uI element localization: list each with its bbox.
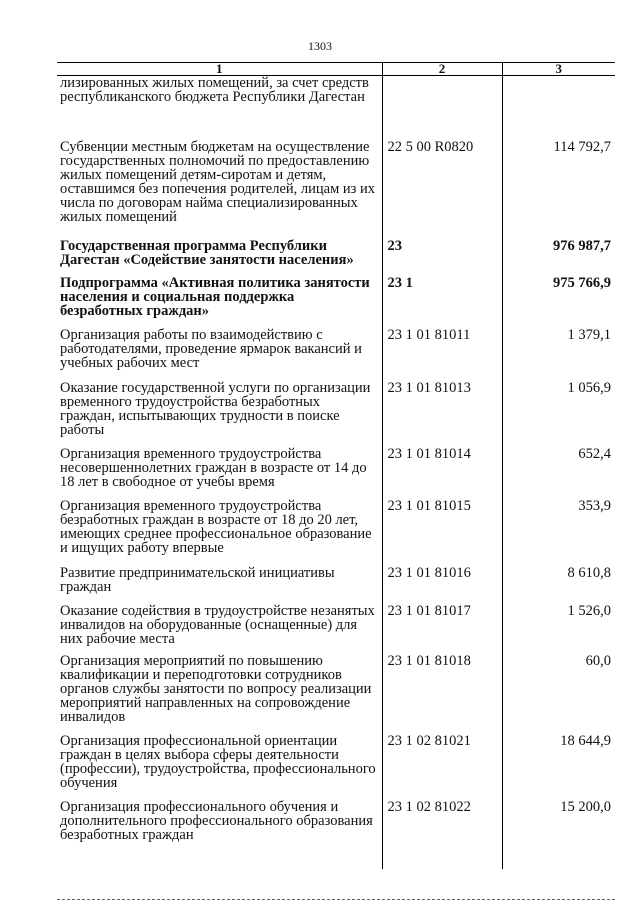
item-name-cell: Оказание содействия в трудоустройстве незанятых инвалидов на оборудованные (оснащенные) для них рабочие места: [60, 602, 375, 647]
classification-code-cell: 23 1 01 81016: [382, 566, 502, 604]
classification-code-cell: 23 1 02 81022: [382, 800, 502, 869]
amount-cell: 976 987,7: [502, 239, 615, 276]
classification-code-cell: 23 1 01 81014: [382, 447, 502, 499]
classification-code-cell: [382, 76, 502, 140]
table-row: [57, 447, 615, 499]
table-header: [57, 63, 615, 76]
amount-cell: 18 644,9: [502, 734, 615, 800]
item-name-cell: Организация профессиональной ориентации граждан в целях выбора сферы деятельности (профессии), трудоустройства, профессионального обучения: [60, 732, 376, 791]
column-header-1: 1: [57, 63, 382, 76]
table-row: [57, 499, 615, 566]
amount-cell: 975 766,9: [502, 276, 615, 328]
column-header-3: 3: [502, 63, 615, 76]
column-header-2: 2: [382, 63, 502, 76]
table-row: [57, 734, 615, 800]
table-row: [57, 381, 615, 447]
page-number: 1303: [308, 39, 332, 53]
classification-code-cell: 23 1 01 81015: [382, 499, 502, 566]
amount-cell: 353,9: [502, 499, 615, 566]
classification-code-cell: 23 1 02 81021: [382, 734, 502, 800]
classification-code-cell: 23 1 01 81013: [382, 381, 502, 447]
item-name-cell: лизированных жилых помещений, за счет средств республиканского бюджета Республики Дагестан: [60, 75, 369, 105]
table-row: [57, 800, 615, 869]
item-name-cell: Государственная программа Республики Дагестан «Содействие занятости населения»: [60, 237, 354, 268]
header-row: [57, 63, 615, 76]
amount-cell: 1 526,0: [502, 604, 615, 654]
table-row: [57, 276, 615, 328]
table-row: [57, 76, 615, 140]
classification-code-cell: 22 5 00 R0820: [382, 140, 502, 239]
item-name-cell: Развитие предпринимательской инициативы граждан: [60, 564, 335, 595]
table-row: [57, 654, 615, 734]
item-name-cell: Субвенции местным бюджетам на осуществление государственных полномочий по предоставлению жилых помещений детям-сиротам и детям, оставшимся без попечения родителей, лицам из их числа по договорам найма специализированных жилых помещений: [60, 138, 375, 225]
table-row: [57, 140, 615, 239]
item-name-cell: Организация профессионального обучения и дополнительного профессионального образования безработных граждан: [60, 798, 373, 843]
table-row: [57, 566, 615, 604]
amount-cell: 114 792,7: [502, 140, 615, 239]
amount-cell: 15 200,0: [502, 800, 615, 869]
table-body: [57, 76, 615, 869]
item-name-cell: Организация работы по взаимодействию с работодателями, проведение ярмарок вакансий и учебных рабочих мест: [60, 326, 362, 371]
table-row: [57, 328, 615, 381]
bottom-divider: [57, 899, 615, 900]
amount-cell: 1 056,9: [502, 381, 615, 447]
item-name-cell: Оказание государственной услуги по организации временного трудоустройства безработных граждан, испытывающих трудности в поиске работы: [60, 379, 371, 438]
classification-code-cell: 23 1 01 81011: [382, 328, 502, 381]
amount-cell: 60,0: [502, 654, 615, 734]
item-name-cell: Организация временного трудоустройства безработных граждан в возрасте от 18 до 20 лет, имеющих среднее профессиональное образование и ищущих работу впервые: [60, 497, 372, 556]
amount-cell: 1 379,1: [502, 328, 615, 381]
item-name-cell: Организация временного трудоустройства несовершеннолетних граждан в возрасте от 14 до 18 лет в свободное от учебы время: [60, 445, 367, 490]
amount-cell: [502, 76, 615, 140]
amount-cell: 652,4: [502, 447, 615, 499]
table-row: [57, 239, 615, 276]
classification-code-cell: 23 1: [382, 276, 502, 328]
classification-code-cell: 23 1 01 81018: [382, 654, 502, 734]
item-name-cell: Организация мероприятий по повышению квалификации и переподготовки сотрудников органов службы занятости по вопросу реализации мероприятий направленных на сопровождение инвалидов: [60, 652, 372, 725]
budget-table: [57, 62, 615, 869]
amount-cell: 8 610,8: [502, 566, 615, 604]
table-row: [57, 604, 615, 654]
classification-code-cell: 23 1 01 81017: [382, 604, 502, 654]
classification-code-cell: 23: [382, 239, 502, 276]
item-name-cell: Подпрограмма «Активная политика занятости населения и социальная поддержка безработных граждан»: [60, 274, 370, 319]
